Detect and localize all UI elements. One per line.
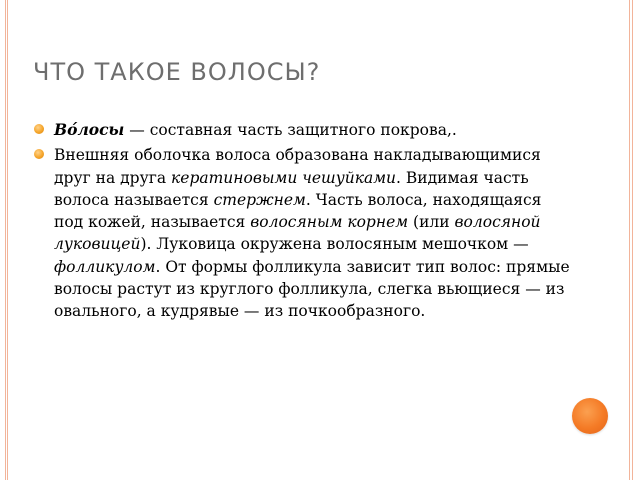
- definition-text: — составная часть защитного покрова,.: [124, 121, 457, 139]
- bullet-icon: [34, 149, 44, 159]
- term-hair-bulb: волосяной луковицей: [54, 213, 541, 254]
- slide-content: [34, 119, 574, 326]
- term-keratin-scales: кератиновыми чешуйками: [171, 168, 397, 187]
- text-segment: ). Луковица окружена волосяным мешочком —: [140, 235, 529, 254]
- right-border-line: [629, 0, 630, 480]
- term-hair-root: волосяным корнем: [250, 213, 409, 232]
- term-shaft: стержнем: [213, 190, 306, 209]
- text-segment: . Видимая часть волоса называется: [54, 168, 529, 209]
- bullet-item-structure: [34, 144, 574, 322]
- bullet-icon: [34, 124, 44, 134]
- text-segment: Внешняя оболочка волоса образована накладывающимися друг на друга: [54, 146, 541, 187]
- text-segment: (или: [408, 213, 455, 232]
- bullet-item-definition: [34, 119, 574, 141]
- left-border-line: [5, 0, 6, 480]
- right-border-line: [632, 0, 633, 480]
- slide-title: ЧТО ТАКОЕ ВОЛОСЫ?: [33, 58, 321, 86]
- term-follicle: фолликулом: [54, 257, 156, 276]
- term-hair: Во́лосы: [54, 120, 125, 139]
- left-border-line: [7, 0, 8, 480]
- text-segment: . Часть волоса, находящаяся под кожей, называется: [54, 190, 542, 232]
- decorative-circle: [572, 398, 608, 434]
- text-segment: . От формы фолликула зависит тип волос: прямые волосы растут из круглого фолликула, слегка вьющиеся — из овального, а кудрявые — из почкообразного.: [54, 257, 570, 321]
